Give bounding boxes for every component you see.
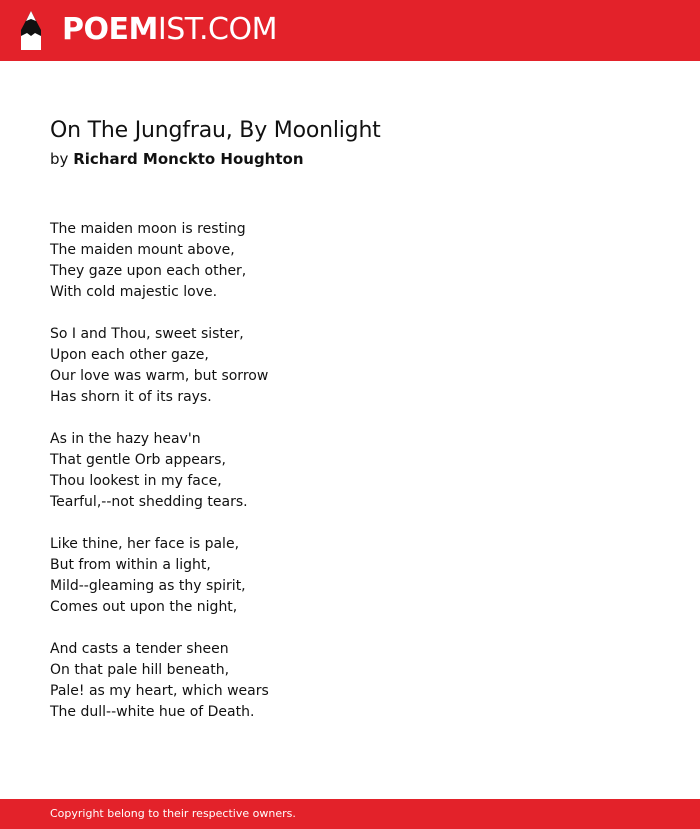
site-logo[interactable] [62,12,277,48]
poem-line: But from within a light, [50,557,211,573]
poem-title: On The Jungfrau, By Moonlight [50,118,381,143]
stanza [50,429,269,513]
poem-line: They gaze upon each other, [50,263,247,279]
logo-text-bold: POEM [62,12,158,47]
stanza [50,639,269,723]
poem-line: The maiden mount above, [50,242,235,258]
poem-line: As in the hazy heav'n [50,431,201,447]
stanza [50,324,269,408]
poem-byline [50,149,304,169]
pencil-tip-icon[interactable] [19,10,43,51]
poem-line: Pale! as my heart, which wears [50,683,269,699]
poem-line: That gentle Orb appears, [50,452,226,468]
poem-line: With cold majestic love. [50,284,218,300]
poem-body [50,219,269,744]
poem-line: On that pale hill beneath, [50,662,230,678]
poem-line: So I and Thou, sweet sister, [50,326,244,342]
poem-author: Richard Monckto Houghton [73,150,304,168]
byline-prefix: by [50,150,69,168]
poem-line: The maiden moon is resting [50,221,246,237]
poem-line: Mild--gleaming as thy spirit, [50,578,246,594]
poem-line: Has shorn it of its rays. [50,389,212,405]
poem-line: And casts a tender sheen [50,641,229,657]
site-header [0,0,700,61]
logo-text-light: IST.COM [157,12,277,47]
poem-line: Like thine, her face is pale, [50,536,240,552]
site-footer [0,799,700,829]
poem-line: Our love was warm, but sorrow [50,368,269,384]
poem-line: Thou lookest in my face, [50,473,222,489]
stanza [50,219,269,303]
poem-line: Comes out upon the night, [50,599,238,615]
copyright-text: Copyright belong to their respective owners. [50,807,296,820]
stanza [50,534,269,618]
poem-line: Tearful,--not shedding tears. [50,494,248,510]
poem-line: The dull--white hue of Death. [50,704,255,720]
poem-line: Upon each other gaze, [50,347,209,363]
